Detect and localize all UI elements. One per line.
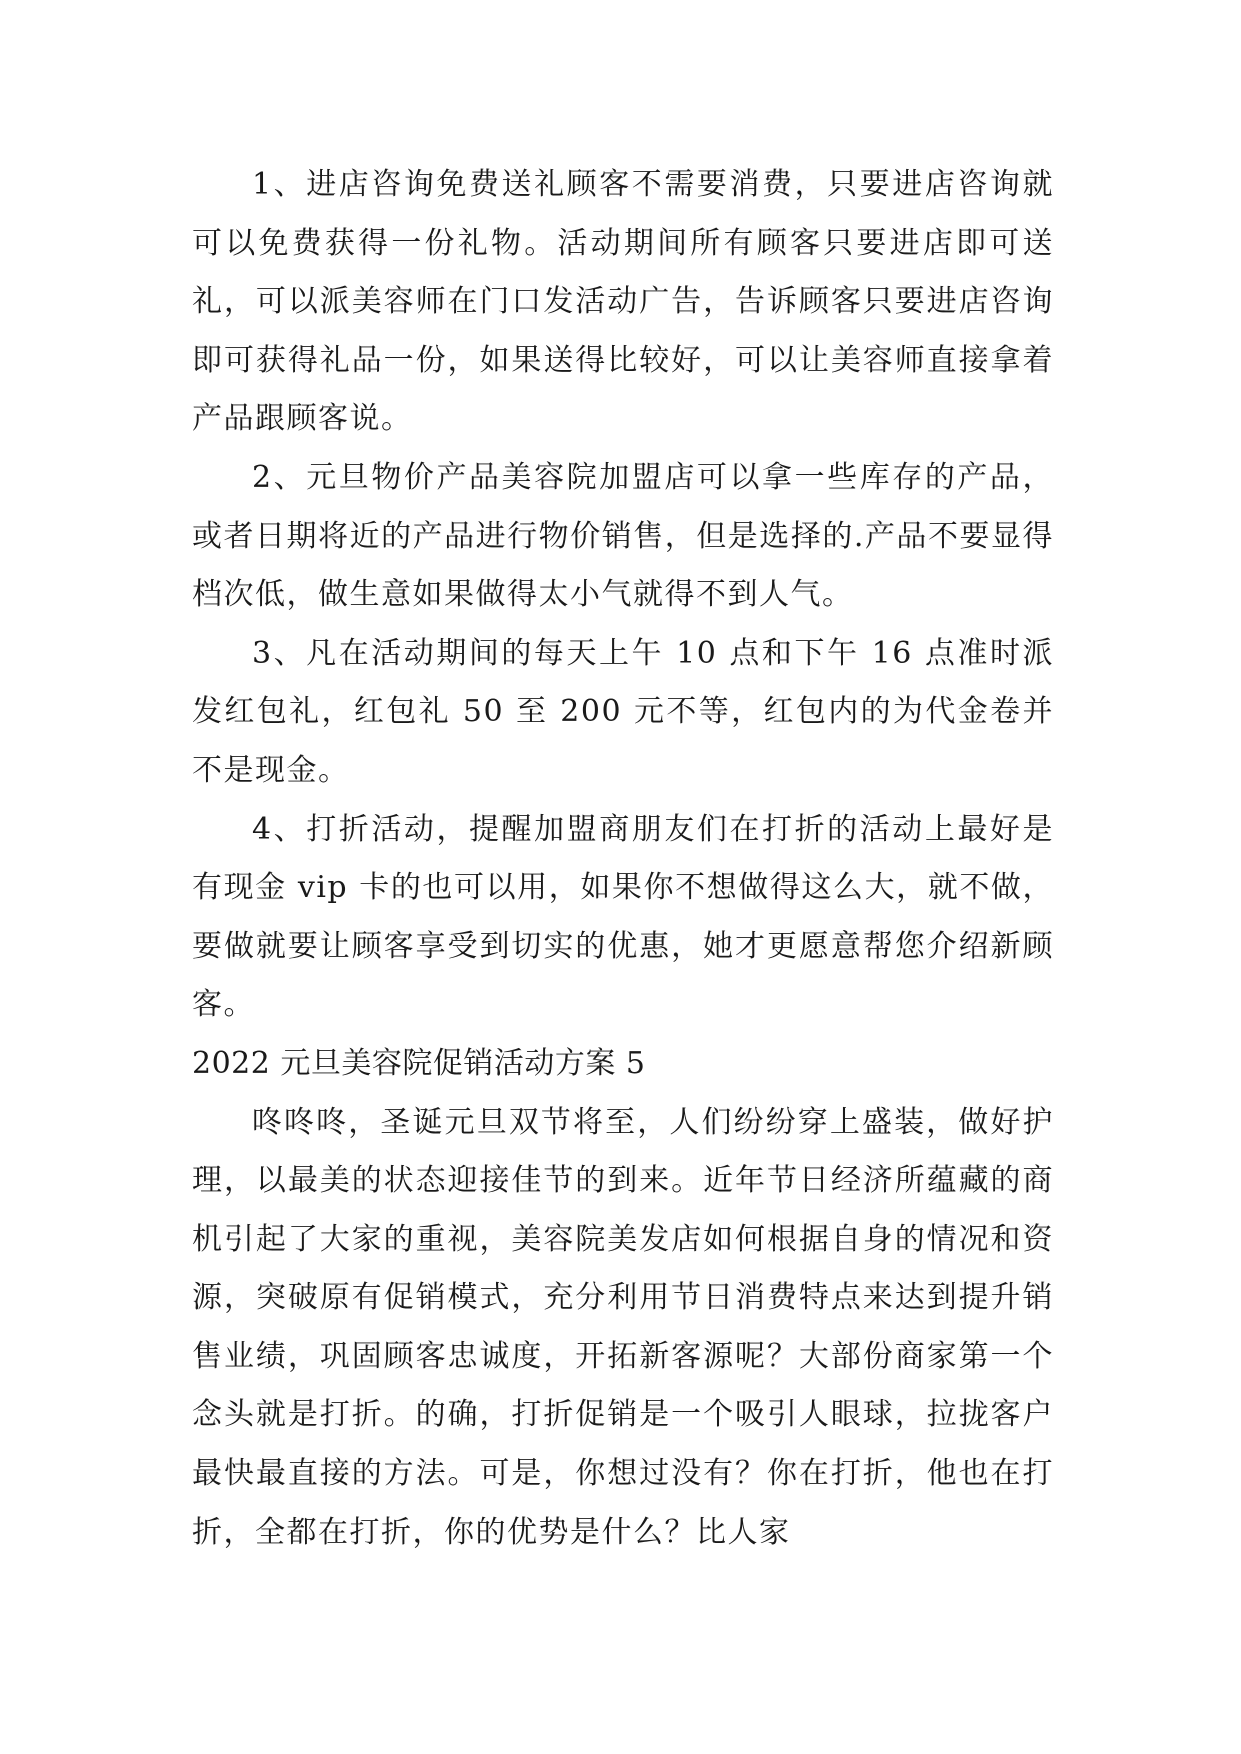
paragraph-intro: 咚咚咚，圣诞元旦双节将至，人们纷纷穿上盛装，做好护理，以最美的状态迎接佳节的到来。近年节日经济所蕴藏的商机引起了大家的重视，美容院美发店如何根据自身的情况和资源，突破原有促销模式，充分利用节日消费特点来达到提升销售业绩，巩固顾客忠诚度，开拓新客源呢？大部份商家第一个念头就是打折。的确，打折促销是一个吸引人眼球，拉拢客户最快最直接的方法。可是，你想过没有？你在打折，他也在打折，全都在打折，你的优势是什么？比人家 [192, 1104, 1054, 1550]
document-body [192, 156, 1054, 1562]
paragraph-red-envelope: 3、凡在活动期间的每天上午 10 点和下午 16 点准时派发红包礼，红包礼 50 至 200 元不等，红包内的为代金卷并不是现金。 [192, 635, 1054, 788]
paragraph-free-gift: 1、进店咨询免费送礼顾客不需要消费，只要进店咨询就可以免费获得一份礼物。活动期间所有顾客只要进店即可送礼，可以派美容师在门口发活动广告，告诉顾客只要进店咨询即可获得礼品一份，如果送得比较好，可以让美容师直接拿着产品跟顾客说。 [192, 167, 1054, 437]
section-heading: 2022 元旦美容院促销活动方案 5 [192, 1045, 646, 1081]
paragraph-discount-products: 2、元旦物价产品美容院加盟店可以拿一些库存的产品，或者日期将近的产品进行物价销售，但是选择的.产品不要显得档次低，做生意如果做得太小气就得不到人气。 [192, 459, 1054, 613]
paragraph-discount-activity: 4、打折活动，提醒加盟商朋友们在打折的活动上最好是有现金 vip 卡的也可以用，如果你不想做得这么大，就不做，要做就要让顾客享受到切实的优惠，她才更愿意帮您介绍新顾客。 [192, 811, 1054, 1023]
